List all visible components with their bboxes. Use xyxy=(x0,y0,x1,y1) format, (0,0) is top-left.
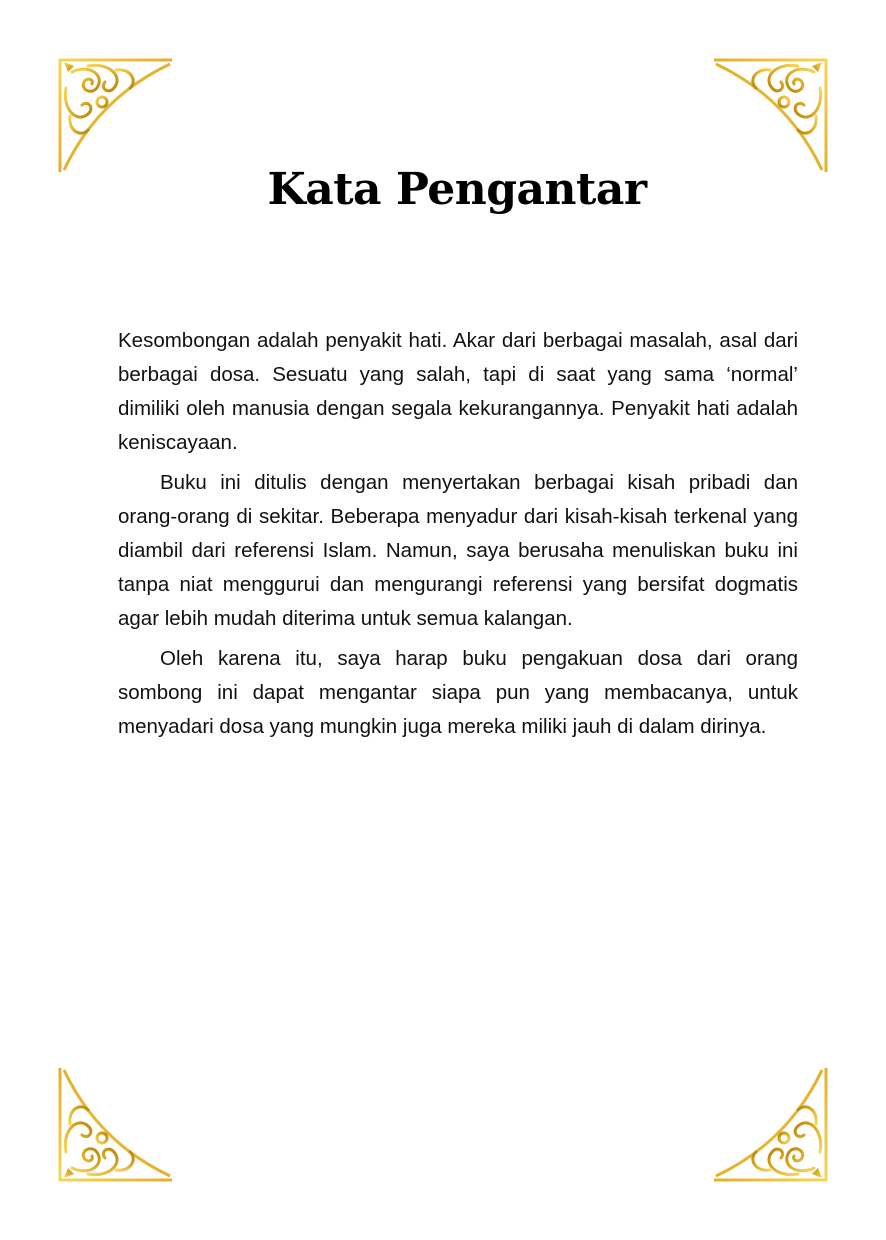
paragraph-2: Buku ini ditulis dengan menyertakan berbagai kisah pribadi dan orang-orang di sekitar. Beberapa menyadur dari kisah-kisah terkenal yang diambil dari referensi Islam. Namun, saya berusaha menuliskan buku ini tanpa niat menggurui dan mengurangi referensi yang bersifat dogmatis agar lebih mudah diterima untuk semua kalangan. xyxy=(118,471,798,630)
paragraph-3: Oleh karena itu, saya harap buku pengakuan dosa dari orang sombong ini dapat mengantar siapa pun yang membacanya, untuk menyadari dosa yang mungkin juga mereka miliki jauh di dalam dirinya. xyxy=(118,647,798,738)
paragraph-1: Kesombongan adalah penyakit hati. Akar dari berbagai masalah, asal dari berbagai dosa. Sesuatu yang salah, tapi di saat yang sama ‘normal’ dimiliki oleh manusia dengan segala kekurangannya. Penyakit hati adalah keniscayaan. xyxy=(118,329,798,454)
body-text xyxy=(118,324,798,750)
corner-ornament-top-right-icon xyxy=(712,58,828,174)
page-title: Kata Pengantar xyxy=(267,164,647,215)
corner-ornament-bottom-left-icon xyxy=(58,1066,174,1182)
corner-ornament-top-left-icon xyxy=(58,58,174,174)
corner-ornament-bottom-right-icon xyxy=(712,1066,828,1182)
